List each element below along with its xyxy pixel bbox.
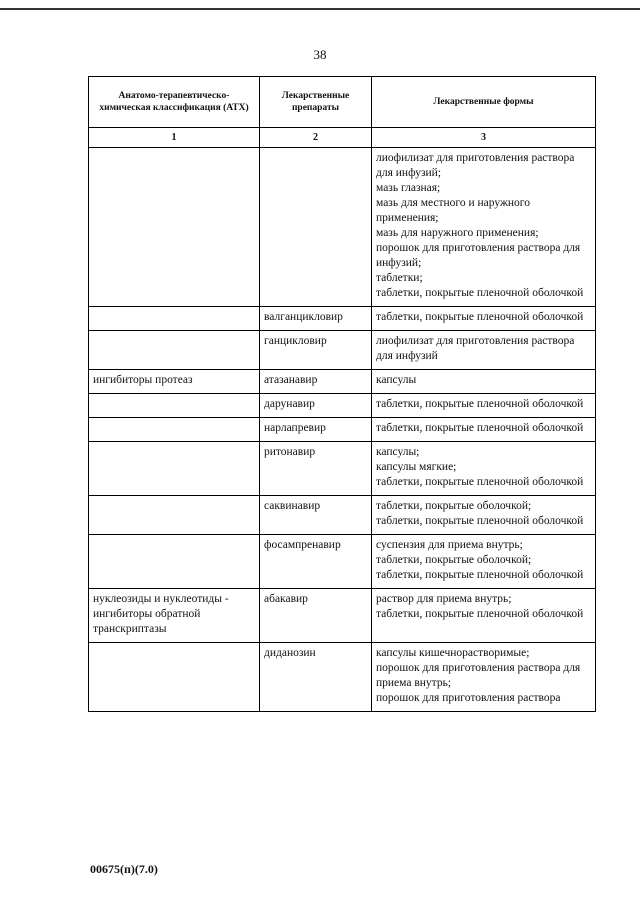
atx-cell [89, 442, 260, 496]
form-line: капсулы кишечнорастворимые; [376, 647, 530, 659]
drug-cell: фосампренавир [260, 535, 372, 589]
form-line: порошок для приготовления раствора для приема внутрь; [376, 662, 581, 689]
table-row [89, 418, 596, 442]
forms-cell [372, 589, 596, 643]
form-line: таблетки, покрытые пленочной оболочкой [376, 608, 584, 620]
form-line: таблетки; [376, 272, 423, 284]
forms-cell [372, 442, 596, 496]
footer-code: 00675(п)(7.0) [90, 862, 158, 876]
form-line: таблетки, покрытые оболочкой; [376, 554, 532, 566]
column-number-row [89, 128, 596, 148]
page-number: 38 [313, 47, 327, 62]
form-line: таблетки, покрытые пленочной оболочкой [376, 515, 584, 527]
drug-cell: валганцикловир [260, 307, 372, 331]
header-drugs: Лекарственные препараты [260, 77, 372, 128]
form-line: капсулы; [376, 446, 420, 458]
table-row [89, 370, 596, 394]
form-line: раствор для приема внутрь; [376, 593, 512, 605]
table-row [89, 394, 596, 418]
drug-cell: атазанавир [260, 370, 372, 394]
atx-cell [89, 643, 260, 712]
drug-cell: ганцикловир [260, 331, 372, 370]
forms-cell [372, 394, 596, 418]
atx-table [88, 76, 596, 712]
atx-cell [89, 496, 260, 535]
atx-cell [89, 418, 260, 442]
table-body [89, 148, 596, 712]
drug-cell: дарунавир [260, 394, 372, 418]
table-row [89, 148, 596, 307]
column-number: 1 [89, 128, 260, 148]
form-line: лиофилизат для приготовления раствора для инфузий [376, 335, 575, 362]
forms-cell [372, 331, 596, 370]
forms-cell [372, 535, 596, 589]
forms-cell [372, 370, 596, 394]
atx-cell [89, 535, 260, 589]
form-line: таблетки, покрытые пленочной оболочкой [376, 422, 584, 434]
drug-cell [260, 148, 372, 307]
form-line: таблетки, покрытые пленочной оболочкой [376, 287, 584, 299]
forms-cell [372, 418, 596, 442]
column-number: 2 [260, 128, 372, 148]
table-row [89, 331, 596, 370]
form-line: таблетки, покрытые оболочкой; [376, 500, 532, 512]
atx-cell: ингибиторы протеаз [89, 370, 260, 394]
table-row [89, 535, 596, 589]
atx-cell [89, 331, 260, 370]
drug-cell: абакавир [260, 589, 372, 643]
table-row [89, 442, 596, 496]
form-line: порошок для приготовления раствора для инфузий; [376, 242, 581, 269]
table-row [89, 589, 596, 643]
form-line: таблетки, покрытые пленочной оболочкой [376, 311, 584, 323]
forms-cell [372, 148, 596, 307]
top-rule [0, 8, 640, 10]
forms-cell [372, 307, 596, 331]
header-forms: Лекарственные формы [372, 77, 596, 128]
form-line: суспензия для приема внутрь; [376, 539, 523, 551]
table-row [89, 496, 596, 535]
form-line: мазь для местного и наружного применения; [376, 197, 530, 224]
table-header-row [89, 77, 596, 128]
column-number: 3 [372, 128, 596, 148]
form-line: лиофилизат для приготовления раствора для инфузий; [376, 152, 575, 179]
form-line: капсулы мягкие; [376, 461, 457, 473]
table-row [89, 307, 596, 331]
form-line: таблетки, покрытые пленочной оболочкой [376, 398, 584, 410]
drug-cell: саквинавир [260, 496, 372, 535]
drug-cell: ритонавир [260, 442, 372, 496]
forms-cell [372, 643, 596, 712]
forms-cell [372, 496, 596, 535]
header-atx: Анатомо-терапевтическо-химическая классификация (АТХ) [89, 77, 260, 128]
form-line: таблетки, покрытые пленочной оболочкой [376, 476, 584, 488]
atx-cell: нуклеозиды и нуклеотиды - ингибиторы обратной транскриптазы [89, 589, 260, 643]
atx-cell [89, 307, 260, 331]
table-row [89, 643, 596, 712]
atx-cell [89, 148, 260, 307]
form-line: мазь для наружного применения; [376, 227, 539, 239]
form-line: таблетки, покрытые пленочной оболочкой [376, 569, 584, 581]
form-line: капсулы [376, 374, 417, 386]
form-line: мазь глазная; [376, 182, 441, 194]
form-line: порошок для приготовления раствора [376, 692, 561, 704]
atx-cell [89, 394, 260, 418]
drug-cell: нарлапревир [260, 418, 372, 442]
drug-cell: диданозин [260, 643, 372, 712]
